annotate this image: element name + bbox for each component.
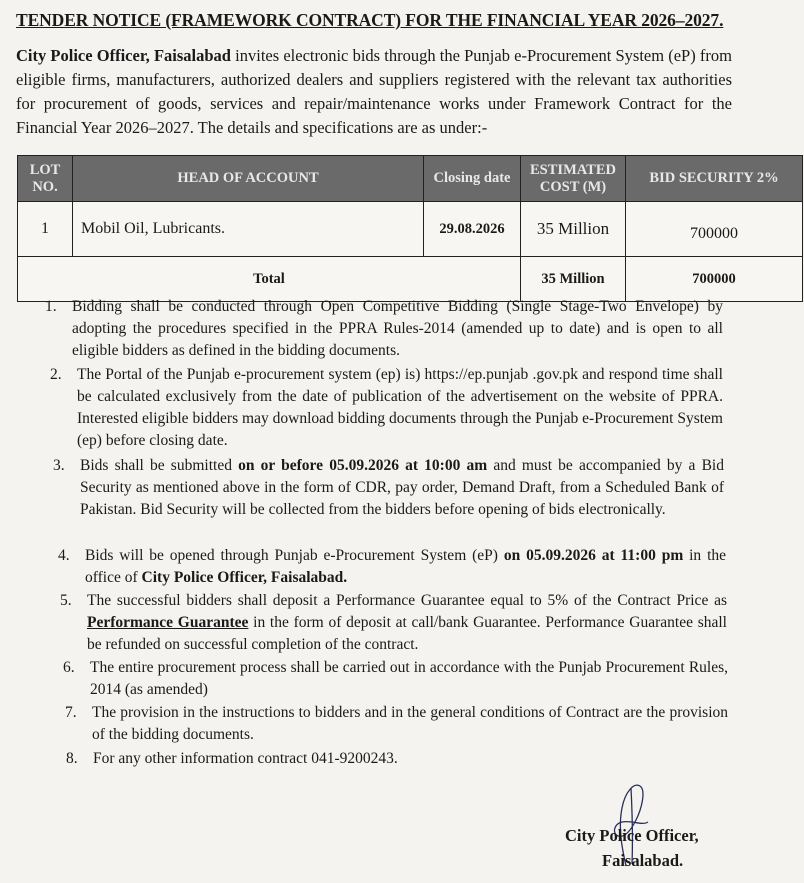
tender-table (17, 155, 803, 302)
intro-paragraph (16, 44, 732, 140)
item-text: The successful bidders shall deposit a Performance Guarantee equal to 5% of the Contract Price as (87, 592, 727, 609)
table-header-row (18, 156, 803, 202)
item-text: Bidding shall be conducted through Open Competitive Bidding (Single Stage-Two Envelope) by adopting the procedures specified in the PPRA Rules-2014 (amended up to date) and is open to all eligible bidders as defined in the bidding documents. (72, 298, 723, 359)
item-text: The entire procurement process shall be carried out in accordance with the Punjab Procurement Rules, 2014 (as amended) (90, 659, 728, 698)
cell-head-of-account: Mobil Oil, Lubricants. (73, 202, 424, 257)
header-lot: LOT NO. (18, 156, 73, 202)
table-row (18, 202, 803, 257)
list-item (63, 657, 728, 701)
item-text: in the office of (85, 547, 727, 586)
item-number: 2. (50, 366, 62, 383)
item-text: The Portal of the Punjab e-procurement system (ep) is) https://ep.punjab .gov.pk and respond time shall be calculated exclusively from the date of publication of the advertisement on the website of PPRA. Interested eligible bidders may download bidding documents through the Punjab e-Procurement System (ep) before closing date. (77, 366, 723, 449)
item-text-underlined: Performance Guarantee (87, 614, 249, 631)
item-number: 3. (53, 457, 65, 474)
item-text-bold: City Police Officer, Faisalabad. (141, 569, 348, 586)
item-text-bold: on 05.09.2026 at 11:00 pm (503, 547, 684, 564)
item-text: Bids will be opened through Punjab e-Procurement System (eP) (85, 547, 504, 564)
list-item (65, 702, 728, 746)
intro-org: City Police Officer, Faisalabad (16, 46, 231, 65)
item-text: and must be accompanied by a Bid Security as mentioned above in the form of CDR, pay order, Demand Draft, from a Scheduled Bank of Pakistan. Bid Security will be collected from the bidders before opening of bids electronically. (80, 457, 724, 518)
cell-closing-date: 29.08.2026 (424, 202, 521, 257)
item-text: For any other information contract 041-9200243. (93, 750, 398, 767)
item-number: 7. (65, 704, 77, 721)
cell-lot: 1 (18, 202, 73, 257)
header-closing-date: Closing date (424, 156, 521, 202)
total-label: Total (18, 257, 521, 302)
header-bid-security: BID SECURITY 2% (626, 156, 803, 202)
header-estimated-cost: ESTIMATED COST (M) (521, 156, 626, 202)
list-item (66, 748, 729, 770)
signatory-block (565, 823, 699, 873)
list-item (50, 364, 723, 452)
item-number: 6. (63, 659, 75, 676)
item-number: 5. (60, 592, 72, 609)
item-text: in the form of deposit at call/bank Guarantee. Performance Guarantee shall be refunded on successful completion of the contract. (87, 614, 727, 653)
signatory-title: City Police Officer, (565, 826, 699, 845)
item-number: 1. (45, 298, 57, 315)
item-text-bold: on or before 05.09.2026 at 10:00 am (238, 457, 488, 474)
total-cost: 35 Million (521, 257, 626, 302)
cell-bid-security: 700000 (626, 202, 803, 257)
item-number: 8. (66, 750, 78, 767)
list-item (53, 455, 724, 521)
header-head-of-account: HEAD OF ACCOUNT (73, 156, 424, 202)
list-item (45, 296, 723, 362)
total-security: 700000 (626, 257, 803, 302)
list-item (60, 590, 727, 656)
list-item (58, 545, 727, 589)
notice-title: TENDER NOTICE (FRAMEWORK CONTRACT) FOR THE FINANCIAL YEAR 2026–2027. (16, 10, 724, 30)
cell-estimated-cost: 35 Million (521, 202, 626, 257)
item-text: The provision in the instructions to bidders and in the general conditions of Contract are the provision of the bidding documents. (92, 704, 728, 743)
item-number: 4. (58, 547, 70, 564)
intro-text: invites electronic bids through the Punjab e-Procurement System (eP) from eligible firms, manufacturers, authorized dealers and suppliers registered with the relevant tax authorities for procurement of goods, services and repair/maintenance works under Framework Contract for the Financial Year 2026–2027. The details and specifications are as under:- (16, 46, 732, 137)
signatory-location: Faisalabad. (602, 851, 684, 870)
item-text: Bids shall be submitted (80, 457, 239, 474)
table-total-row (18, 257, 803, 302)
